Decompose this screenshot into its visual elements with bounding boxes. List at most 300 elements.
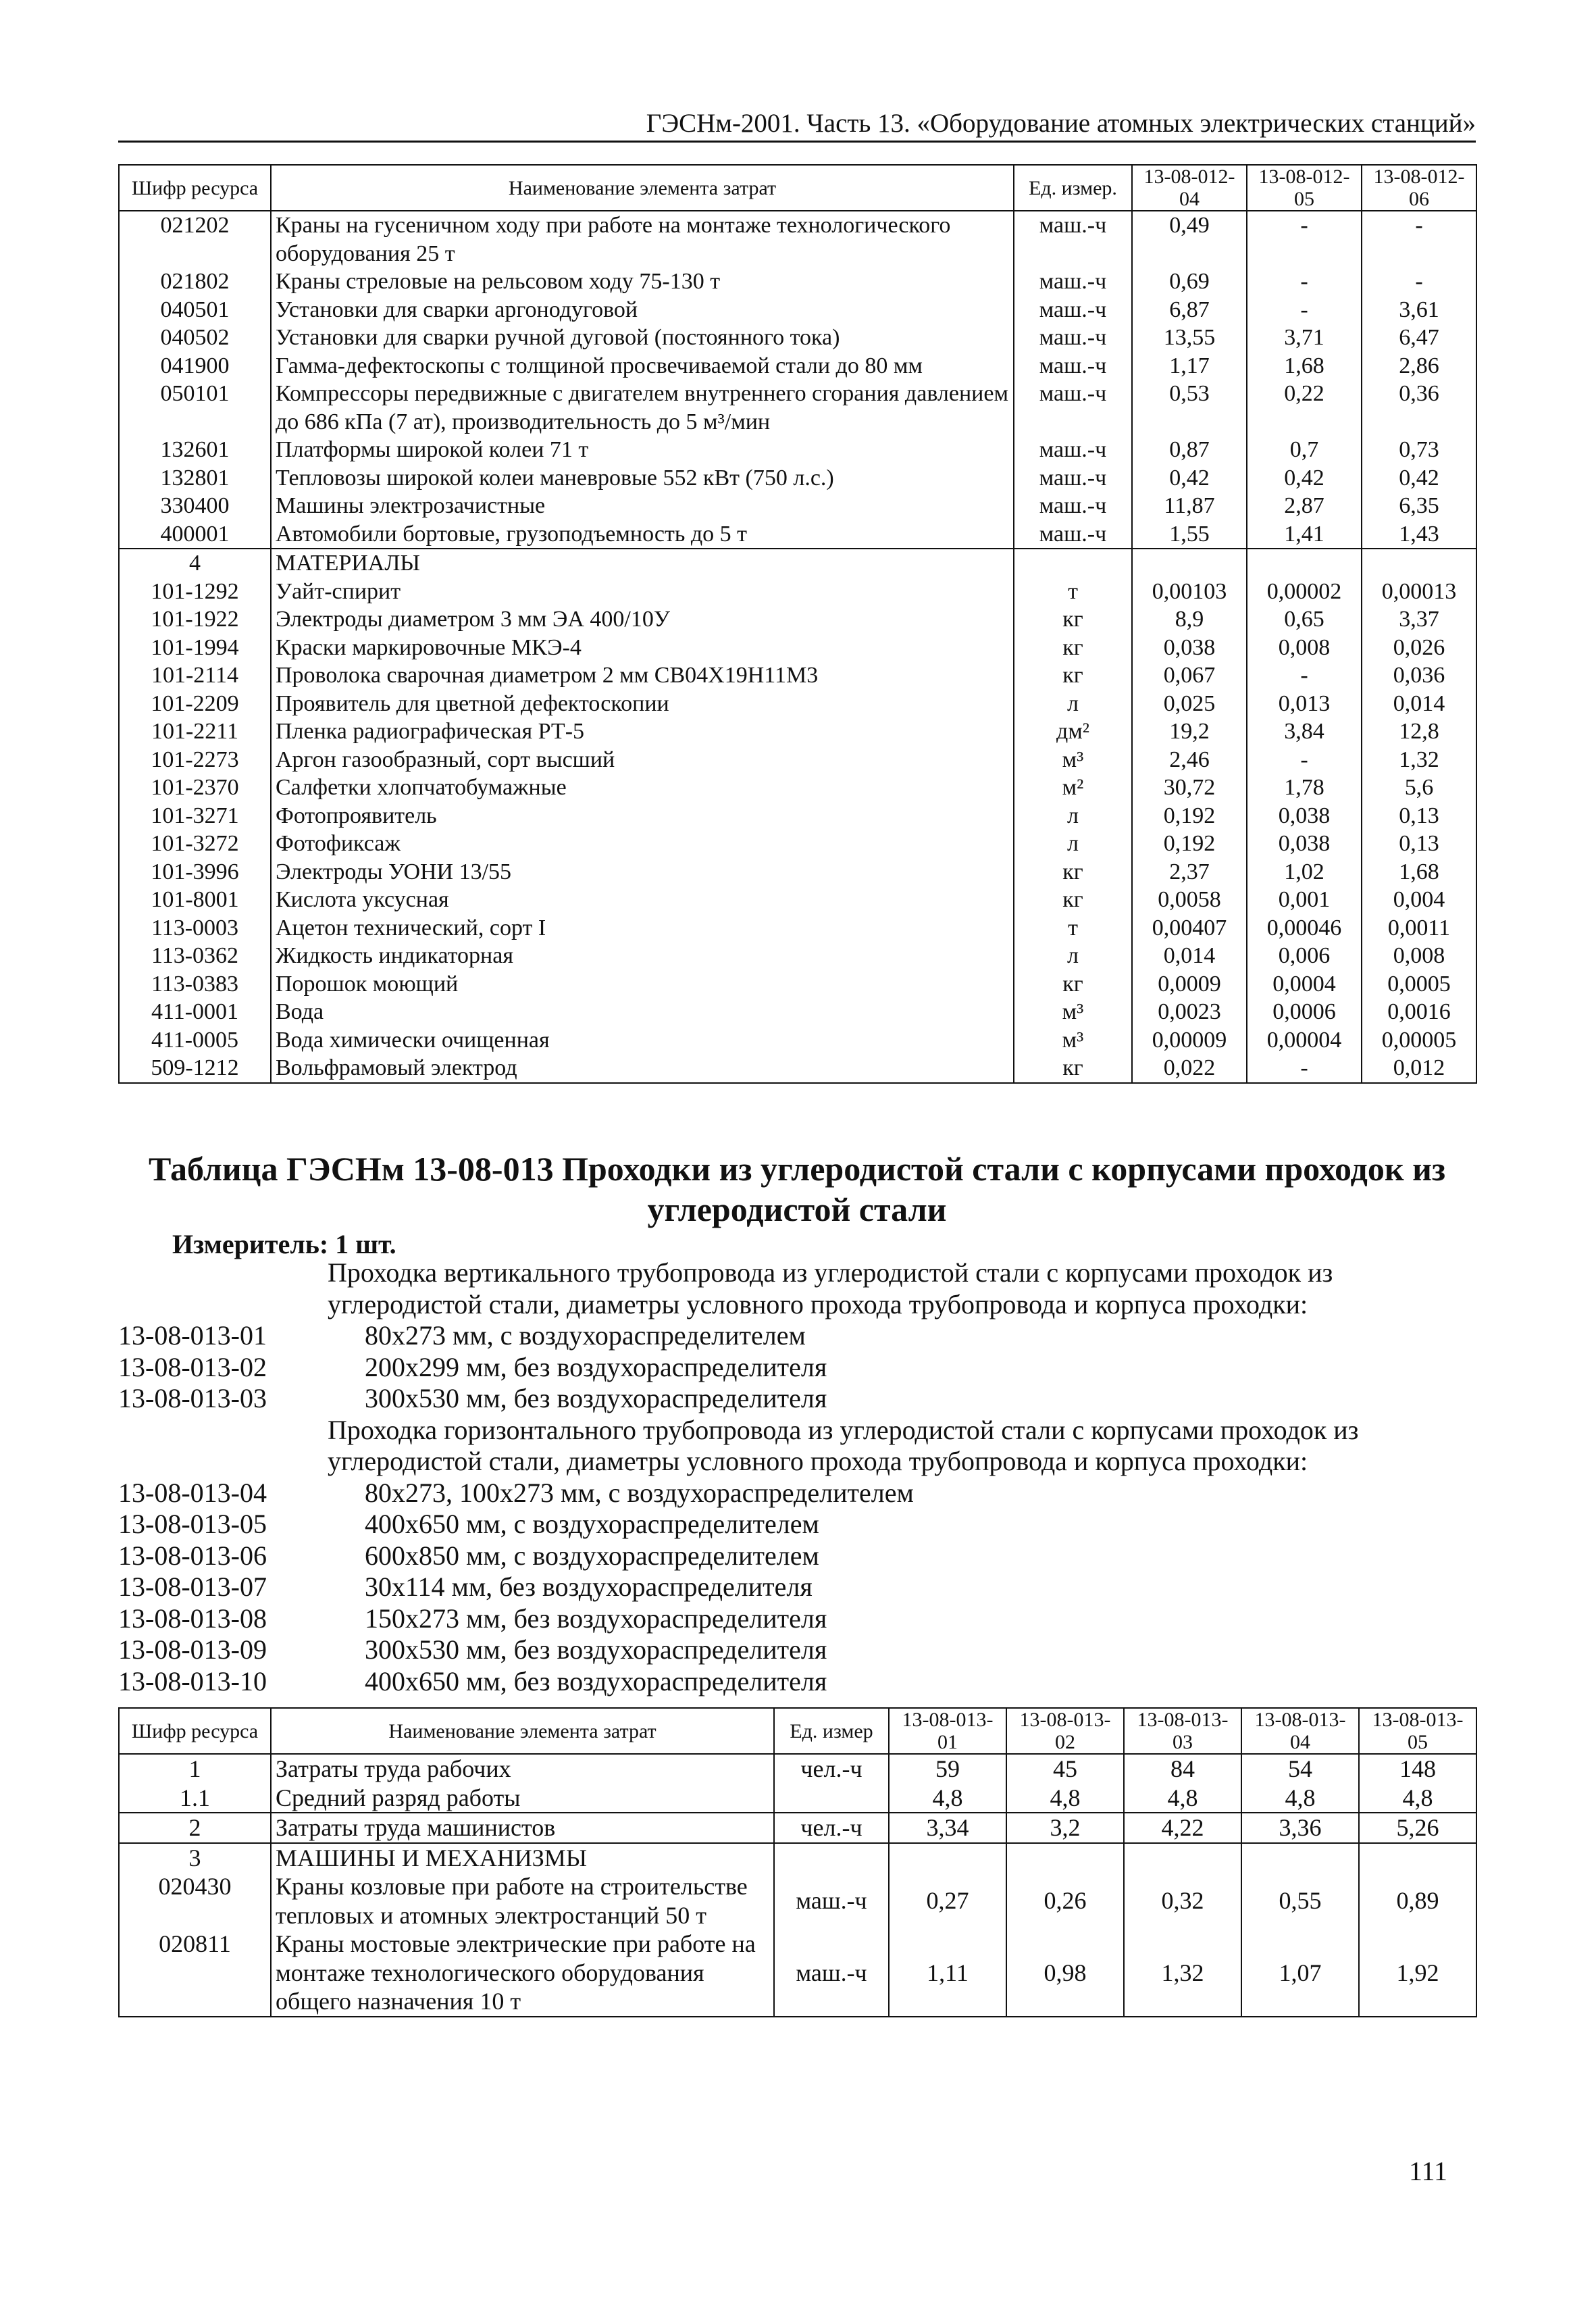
unit: кг bbox=[1014, 1054, 1132, 1083]
running-head: ГЭСНм-2001. Часть 13. «Оборудование атомных электрических станций» bbox=[118, 108, 1476, 143]
resource-code: 101-3272 bbox=[119, 830, 271, 858]
header-name: Наименование элемента затрат bbox=[271, 165, 1014, 211]
value: 0,22 bbox=[1247, 380, 1362, 436]
resource-table-013 bbox=[118, 1707, 1477, 2017]
value: 0,00005 bbox=[1362, 1026, 1476, 1055]
value: 11,87 bbox=[1132, 492, 1247, 520]
section-name: МАТЕРИАЛЫ bbox=[271, 549, 1014, 578]
value: 1,11 bbox=[889, 1930, 1006, 2017]
resource-name: Электроды диаметром 3 мм ЭА 400/10У bbox=[271, 605, 1014, 634]
description-code: 13-08-013-08 bbox=[118, 1603, 267, 1634]
resource-code: 1.1 bbox=[119, 1784, 271, 1813]
header-unit: Ед. измер bbox=[774, 1708, 889, 1754]
table-row bbox=[119, 661, 1476, 690]
header-col-3: 13-08-013-03 bbox=[1124, 1708, 1241, 1754]
table-row bbox=[119, 324, 1476, 352]
value: 3,2 bbox=[1006, 1813, 1124, 1843]
value: 6,47 bbox=[1362, 324, 1476, 352]
resource-code: 509-1212 bbox=[119, 1054, 271, 1083]
value: 0,00103 bbox=[1132, 578, 1247, 606]
description-text: 600x850 мм, с воздухораспределителем bbox=[365, 1540, 819, 1571]
resource-code: 040501 bbox=[119, 296, 271, 324]
table-row bbox=[119, 464, 1476, 493]
description-item bbox=[118, 1603, 1476, 1635]
resource-name: Жидкость индикаторная bbox=[271, 942, 1014, 970]
table-row bbox=[119, 578, 1476, 606]
table-row bbox=[119, 1754, 1476, 1784]
resource-name: Тепловозы широкой колеи маневровые 552 кВт (750 л.с.) bbox=[271, 464, 1014, 493]
header-col-2: 13-08-013-02 bbox=[1006, 1708, 1124, 1754]
value: 3,61 bbox=[1362, 296, 1476, 324]
resource-table-012 bbox=[118, 164, 1477, 1084]
value: 1,78 bbox=[1247, 774, 1362, 802]
value: 3,84 bbox=[1247, 718, 1362, 746]
resource-name: Фотофиксаж bbox=[271, 830, 1014, 858]
unit: кг bbox=[1014, 661, 1132, 690]
horizontal-intro: Проходка горизонтального трубопровода из углеродистой стали с корпусами проходок из углеродистой стали, диаметры условного прохода трубопровода и корпуса проходки: bbox=[328, 1414, 1359, 1476]
value: 0,00013 bbox=[1362, 578, 1476, 606]
value: 0,32 bbox=[1124, 1872, 1241, 1930]
value: 2,87 bbox=[1247, 492, 1362, 520]
value: 0,038 bbox=[1247, 830, 1362, 858]
value: 0,26 bbox=[1006, 1872, 1124, 1930]
table-row bbox=[119, 520, 1476, 549]
value: 0,00046 bbox=[1247, 914, 1362, 942]
table-row bbox=[119, 1872, 1476, 1930]
unit: м³ bbox=[1014, 746, 1132, 774]
table-row bbox=[119, 605, 1476, 634]
unit: м³ bbox=[1014, 998, 1132, 1026]
value bbox=[1124, 1843, 1241, 1873]
description-text: 200x299 мм, без воздухораспределителя bbox=[365, 1351, 827, 1382]
value: 0,0058 bbox=[1132, 886, 1247, 914]
description-code: 13-08-013-09 bbox=[118, 1634, 267, 1665]
table-row bbox=[119, 492, 1476, 520]
resource-name: Гамма-дефектоскопы с толщиной просвечиваемой стали до 80 мм bbox=[271, 352, 1014, 380]
table-row bbox=[119, 1813, 1476, 1843]
value: 0,53 bbox=[1132, 380, 1247, 436]
unit: маш.-ч bbox=[1014, 268, 1132, 296]
value: 3,34 bbox=[889, 1813, 1006, 1843]
resource-code: 041900 bbox=[119, 352, 271, 380]
table-row bbox=[119, 1843, 1476, 1873]
unit: т bbox=[1014, 914, 1132, 942]
value: 45 bbox=[1006, 1754, 1124, 1784]
resource-code: 101-1994 bbox=[119, 634, 271, 662]
value: 0,42 bbox=[1132, 464, 1247, 493]
unit: кг bbox=[1014, 858, 1132, 886]
description-item bbox=[118, 1320, 1476, 1352]
value: 6,87 bbox=[1132, 296, 1247, 324]
value: 0,89 bbox=[1359, 1872, 1476, 1930]
resource-name: Пленка радиографическая РТ-5 bbox=[271, 718, 1014, 746]
value: 0,98 bbox=[1006, 1930, 1124, 2017]
unit: дм² bbox=[1014, 718, 1132, 746]
unit: маш.-ч bbox=[1014, 324, 1132, 352]
description-code: 13-08-013-04 bbox=[118, 1477, 267, 1508]
table-header-row bbox=[119, 1708, 1476, 1754]
description-text: 400x650 мм, без воздухораспределителя bbox=[365, 1665, 827, 1696]
description-text: 80x273, 100x273 мм, с воздухораспределителем bbox=[365, 1477, 914, 1508]
header-col-1: 13-08-013-01 bbox=[889, 1708, 1006, 1754]
resource-code: 2 bbox=[119, 1813, 271, 1843]
resource-code: 101-2209 bbox=[119, 690, 271, 718]
value: - bbox=[1247, 746, 1362, 774]
value: 0,0004 bbox=[1247, 970, 1362, 999]
resource-name: Электроды УОНИ 13/55 bbox=[271, 858, 1014, 886]
description-item bbox=[118, 1509, 1476, 1540]
table-row bbox=[119, 1930, 1476, 2017]
value: 2,37 bbox=[1132, 858, 1247, 886]
description-code: 13-08-013-02 bbox=[118, 1351, 267, 1382]
value: - bbox=[1247, 661, 1362, 690]
value: 12,8 bbox=[1362, 718, 1476, 746]
measure-unit: Измеритель: 1 шт. bbox=[172, 1229, 396, 1259]
resource-code: 101-2273 bbox=[119, 746, 271, 774]
value: 0,0009 bbox=[1132, 970, 1247, 999]
resource-name: Проявитель для цветной дефектоскопии bbox=[271, 690, 1014, 718]
resource-name: Краны мостовые электрические при работе на монтаже технологического оборудования общего назначения 10 т bbox=[271, 1930, 774, 2017]
unit: л bbox=[1014, 942, 1132, 970]
value: 1,32 bbox=[1362, 746, 1476, 774]
value: 4,8 bbox=[889, 1784, 1006, 1813]
header-col-2: 13-08-012-05 bbox=[1247, 165, 1362, 211]
value: 148 bbox=[1359, 1754, 1476, 1784]
table-row bbox=[119, 718, 1476, 746]
value: 0,026 bbox=[1362, 634, 1476, 662]
value: 19,2 bbox=[1132, 718, 1247, 746]
value: 1,17 bbox=[1132, 352, 1247, 380]
resource-code: 101-2370 bbox=[119, 774, 271, 802]
resource-name: Краны стреловые на рельсовом ходу 75-130 т bbox=[271, 268, 1014, 296]
resource-code: 132601 bbox=[119, 436, 271, 464]
description-code: 13-08-013-05 bbox=[118, 1509, 267, 1539]
unit: маш.-ч bbox=[1014, 380, 1132, 436]
value: 0,008 bbox=[1362, 942, 1476, 970]
table-row bbox=[119, 942, 1476, 970]
description-item bbox=[118, 1540, 1476, 1572]
value bbox=[1006, 1843, 1124, 1873]
table-row bbox=[119, 914, 1476, 942]
unit: маш.-ч bbox=[1014, 352, 1132, 380]
vertical-list bbox=[118, 1320, 1476, 1415]
value: 0,0016 bbox=[1362, 998, 1476, 1026]
unit: л bbox=[1014, 690, 1132, 718]
unit: маш.-ч bbox=[1014, 211, 1132, 268]
table-row bbox=[119, 802, 1476, 830]
unit: л bbox=[1014, 830, 1132, 858]
value: 3,71 bbox=[1247, 324, 1362, 352]
unit: кг bbox=[1014, 886, 1132, 914]
table-row bbox=[119, 746, 1476, 774]
value: 0,067 bbox=[1132, 661, 1247, 690]
value: - bbox=[1362, 211, 1476, 268]
resource-code: 101-3271 bbox=[119, 802, 271, 830]
value: 0,014 bbox=[1362, 690, 1476, 718]
value: 0,001 bbox=[1247, 886, 1362, 914]
value: 1,43 bbox=[1362, 520, 1476, 549]
resource-name: Затраты труда рабочих bbox=[271, 1754, 774, 1784]
description-item bbox=[118, 1352, 1476, 1384]
description-text: 300x530 мм, без воздухораспределителя bbox=[365, 1383, 827, 1413]
resource-name: Порошок моющий bbox=[271, 970, 1014, 999]
value: 4,8 bbox=[1359, 1784, 1476, 1813]
description-text: 300x530 мм, без воздухораспределителя bbox=[365, 1634, 827, 1665]
table-body bbox=[119, 211, 1476, 1083]
section-title: Таблица ГЭСНм 13-08-013 Проходки из углеродистой стали с корпусами проходок из углеродистой стали bbox=[148, 1150, 1446, 1228]
value: 6,35 bbox=[1362, 492, 1476, 520]
value: 0,0011 bbox=[1362, 914, 1476, 942]
value: 0,00002 bbox=[1247, 578, 1362, 606]
resource-code: 3 bbox=[119, 1843, 271, 1873]
description-item bbox=[118, 1666, 1476, 1698]
value: - bbox=[1247, 296, 1362, 324]
resource-code: 020430 bbox=[119, 1872, 271, 1930]
unit: м³ bbox=[1014, 1026, 1132, 1055]
table-row bbox=[119, 436, 1476, 464]
value: 0,022 bbox=[1132, 1054, 1247, 1083]
resource-name: Кислота уксусная bbox=[271, 886, 1014, 914]
resource-name: Вода bbox=[271, 998, 1014, 1026]
header-unit: Ед. измер. bbox=[1014, 165, 1132, 211]
description-text: 400x650 мм, с воздухораспределителем bbox=[365, 1509, 819, 1539]
header-code: Шифр ресурса bbox=[119, 165, 271, 211]
unit: маш.-ч bbox=[1014, 492, 1132, 520]
table-row bbox=[119, 634, 1476, 662]
value: 0,55 bbox=[1241, 1872, 1359, 1930]
unit: кг bbox=[1014, 970, 1132, 999]
value bbox=[1359, 1843, 1476, 1873]
resource-code: 330400 bbox=[119, 492, 271, 520]
resource-name: МАШИНЫ И МЕХАНИЗМЫ bbox=[271, 1843, 774, 1873]
section-row bbox=[119, 549, 1476, 578]
resource-code: 101-8001 bbox=[119, 886, 271, 914]
value: 0,012 bbox=[1362, 1054, 1476, 1083]
value: 0,038 bbox=[1132, 634, 1247, 662]
resource-code: 101-1292 bbox=[119, 578, 271, 606]
description-item bbox=[118, 1571, 1476, 1603]
value: 0,008 bbox=[1247, 634, 1362, 662]
resource-name: Вода химически очищенная bbox=[271, 1026, 1014, 1055]
resource-code: 101-1922 bbox=[119, 605, 271, 634]
empty-cell bbox=[1014, 549, 1132, 578]
resource-name: Проволока сварочная диаметром 2 мм СВ04Х19Н11М3 bbox=[271, 661, 1014, 690]
table-row bbox=[119, 858, 1476, 886]
page-number: 111 bbox=[1408, 2156, 1447, 2186]
value: 0,49 bbox=[1132, 211, 1247, 268]
resource-code: 1 bbox=[119, 1754, 271, 1784]
value: 0,013 bbox=[1247, 690, 1362, 718]
description-text: 80x273 мм, с воздухораспределителем bbox=[365, 1320, 806, 1351]
resource-name: Фотопроявитель bbox=[271, 802, 1014, 830]
resource-name: Компрессоры передвижные с двигателем внутреннего сгорания давлением до 686 кПа (7 ат), производительность до 5 м³/мин bbox=[271, 380, 1014, 436]
value: 0,36 bbox=[1362, 380, 1476, 436]
value: 0,0023 bbox=[1132, 998, 1247, 1026]
description-text: 30x114 мм, без воздухораспределителя bbox=[365, 1571, 813, 1602]
empty-cell bbox=[1362, 549, 1476, 578]
value: 4,8 bbox=[1006, 1784, 1124, 1813]
value: 1,41 bbox=[1247, 520, 1362, 549]
value: 0,014 bbox=[1132, 942, 1247, 970]
description-item bbox=[118, 1478, 1476, 1509]
resource-code: 132801 bbox=[119, 464, 271, 493]
value: 30,72 bbox=[1132, 774, 1247, 802]
table-row bbox=[119, 690, 1476, 718]
value: 5,26 bbox=[1359, 1813, 1476, 1843]
table-row bbox=[119, 268, 1476, 296]
value bbox=[889, 1843, 1006, 1873]
resource-code: 040502 bbox=[119, 324, 271, 352]
resource-code: 400001 bbox=[119, 520, 271, 549]
unit bbox=[774, 1784, 889, 1813]
header-code: Шифр ресурса bbox=[119, 1708, 271, 1754]
table-row bbox=[119, 774, 1476, 802]
resource-name: Вольфрамовый электрод bbox=[271, 1054, 1014, 1083]
value: 84 bbox=[1124, 1754, 1241, 1784]
value bbox=[1241, 1843, 1359, 1873]
description-code: 13-08-013-10 bbox=[118, 1665, 267, 1696]
value: 5,6 bbox=[1362, 774, 1476, 802]
table-row bbox=[119, 296, 1476, 324]
header-col-4: 13-08-013-04 bbox=[1241, 1708, 1359, 1754]
resource-code: 020811 bbox=[119, 1930, 271, 2017]
unit: маш.-ч bbox=[774, 1930, 889, 2017]
vertical-intro: Проходка вертикального трубопровода из углеродистой стали с корпусами проходок из углеродистой стали, диаметры условного прохода трубопровода и корпуса проходки: bbox=[328, 1257, 1333, 1319]
description-code: 13-08-013-07 bbox=[118, 1571, 267, 1602]
resource-code: 021202 bbox=[119, 211, 271, 268]
value: 0,038 bbox=[1247, 802, 1362, 830]
resource-name: Автомобили бортовые, грузоподъемность до 5 т bbox=[271, 520, 1014, 549]
description-code: 13-08-013-01 bbox=[118, 1320, 267, 1351]
resource-name: Средний разряд работы bbox=[271, 1784, 774, 1813]
value: 0,0005 bbox=[1362, 970, 1476, 999]
resource-code: 411-0001 bbox=[119, 998, 271, 1026]
value: 3,37 bbox=[1362, 605, 1476, 634]
unit: маш.-ч bbox=[1014, 464, 1132, 493]
value: - bbox=[1362, 268, 1476, 296]
unit: маш.-ч bbox=[1014, 296, 1132, 324]
value: 0,69 bbox=[1132, 268, 1247, 296]
description-item bbox=[118, 1634, 1476, 1666]
resource-name: Машины электрозачистные bbox=[271, 492, 1014, 520]
header-col-5: 13-08-013-05 bbox=[1359, 1708, 1476, 1754]
resource-name: Платформы широкой колеи 71 т bbox=[271, 436, 1014, 464]
table-body bbox=[119, 1754, 1476, 2017]
resource-code: 101-2211 bbox=[119, 718, 271, 746]
value: 4,22 bbox=[1124, 1813, 1241, 1843]
value: 0,00407 bbox=[1132, 914, 1247, 942]
resource-name: Установки для сварки ручной дуговой (постоянного тока) bbox=[271, 324, 1014, 352]
unit: чел.-ч bbox=[774, 1813, 889, 1843]
resource-code: 113-0383 bbox=[119, 970, 271, 999]
value: 0,036 bbox=[1362, 661, 1476, 690]
header-col-1: 13-08-012-04 bbox=[1132, 165, 1247, 211]
table-row bbox=[119, 886, 1476, 914]
resource-name: Аргон газообразный, сорт высший bbox=[271, 746, 1014, 774]
value: 1,07 bbox=[1241, 1930, 1359, 2017]
value: 0,42 bbox=[1247, 464, 1362, 493]
table-row bbox=[119, 1784, 1476, 1813]
table-row bbox=[119, 380, 1476, 436]
resource-code: 050101 bbox=[119, 380, 271, 436]
value: - bbox=[1247, 268, 1362, 296]
header-col-3: 13-08-012-06 bbox=[1362, 165, 1476, 211]
unit: л bbox=[1014, 802, 1132, 830]
value: 8,9 bbox=[1132, 605, 1247, 634]
value: 3,36 bbox=[1241, 1813, 1359, 1843]
table-header-row bbox=[119, 165, 1476, 211]
resource-code: 411-0005 bbox=[119, 1026, 271, 1055]
description-text: 150x273 мм, без воздухораспределителя bbox=[365, 1603, 827, 1634]
value: 59 bbox=[889, 1754, 1006, 1784]
resource-name: Краски маркировочные МКЭ-4 bbox=[271, 634, 1014, 662]
value: 0,192 bbox=[1132, 830, 1247, 858]
value: 0,87 bbox=[1132, 436, 1247, 464]
description-code: 13-08-013-06 bbox=[118, 1540, 267, 1571]
resource-name: Ацетон технический, сорт I bbox=[271, 914, 1014, 942]
horizontal-list bbox=[118, 1478, 1476, 1698]
value: 0,13 bbox=[1362, 802, 1476, 830]
value: 0,27 bbox=[889, 1872, 1006, 1930]
table-row bbox=[119, 830, 1476, 858]
value: 1,68 bbox=[1362, 858, 1476, 886]
resource-code: 021802 bbox=[119, 268, 271, 296]
value: 13,55 bbox=[1132, 324, 1247, 352]
value: 1,32 bbox=[1124, 1930, 1241, 2017]
value: 0,0006 bbox=[1247, 998, 1362, 1026]
resource-code: 113-0003 bbox=[119, 914, 271, 942]
value: 54 bbox=[1241, 1754, 1359, 1784]
unit: маш.-ч bbox=[774, 1872, 889, 1930]
value: 1,55 bbox=[1132, 520, 1247, 549]
unit: маш.-ч bbox=[1014, 436, 1132, 464]
resource-name: Салфетки хлопчатобумажные bbox=[271, 774, 1014, 802]
work-descriptions bbox=[118, 1257, 1476, 1697]
value: 0,00004 bbox=[1247, 1026, 1362, 1055]
value: 0,006 bbox=[1247, 942, 1362, 970]
resource-name: Краны на гусеничном ходу при работе на монтаже технологического оборудования 25 т bbox=[271, 211, 1014, 268]
description-item bbox=[118, 1383, 1476, 1415]
value: 1,92 bbox=[1359, 1930, 1476, 2017]
empty-cell bbox=[1247, 549, 1362, 578]
unit: кг bbox=[1014, 634, 1132, 662]
table-row bbox=[119, 352, 1476, 380]
value: 4,8 bbox=[1124, 1784, 1241, 1813]
resource-code: 113-0362 bbox=[119, 942, 271, 970]
value: 0,004 bbox=[1362, 886, 1476, 914]
empty-cell bbox=[1132, 549, 1247, 578]
resource-code: 101-3996 bbox=[119, 858, 271, 886]
value: - bbox=[1247, 211, 1362, 268]
resource-name: Установки для сварки аргонодуговой bbox=[271, 296, 1014, 324]
value: 0,025 bbox=[1132, 690, 1247, 718]
value: 2,46 bbox=[1132, 746, 1247, 774]
value: 0,13 bbox=[1362, 830, 1476, 858]
value: 1,68 bbox=[1247, 352, 1362, 380]
description-code: 13-08-013-03 bbox=[118, 1383, 267, 1413]
resource-code: 101-2114 bbox=[119, 661, 271, 690]
value: 0,00009 bbox=[1132, 1026, 1247, 1055]
unit: м² bbox=[1014, 774, 1132, 802]
resource-name: Краны козловые при работе на строительстве тепловых и атомных электростанций 50 т bbox=[271, 1872, 774, 1930]
unit: кг bbox=[1014, 605, 1132, 634]
value: 0,65 bbox=[1247, 605, 1362, 634]
value: 0,42 bbox=[1362, 464, 1476, 493]
unit: чел.-ч bbox=[774, 1754, 889, 1784]
value: 1,02 bbox=[1247, 858, 1362, 886]
value: 0,192 bbox=[1132, 802, 1247, 830]
header-name: Наименование элемента затрат bbox=[271, 1708, 774, 1754]
